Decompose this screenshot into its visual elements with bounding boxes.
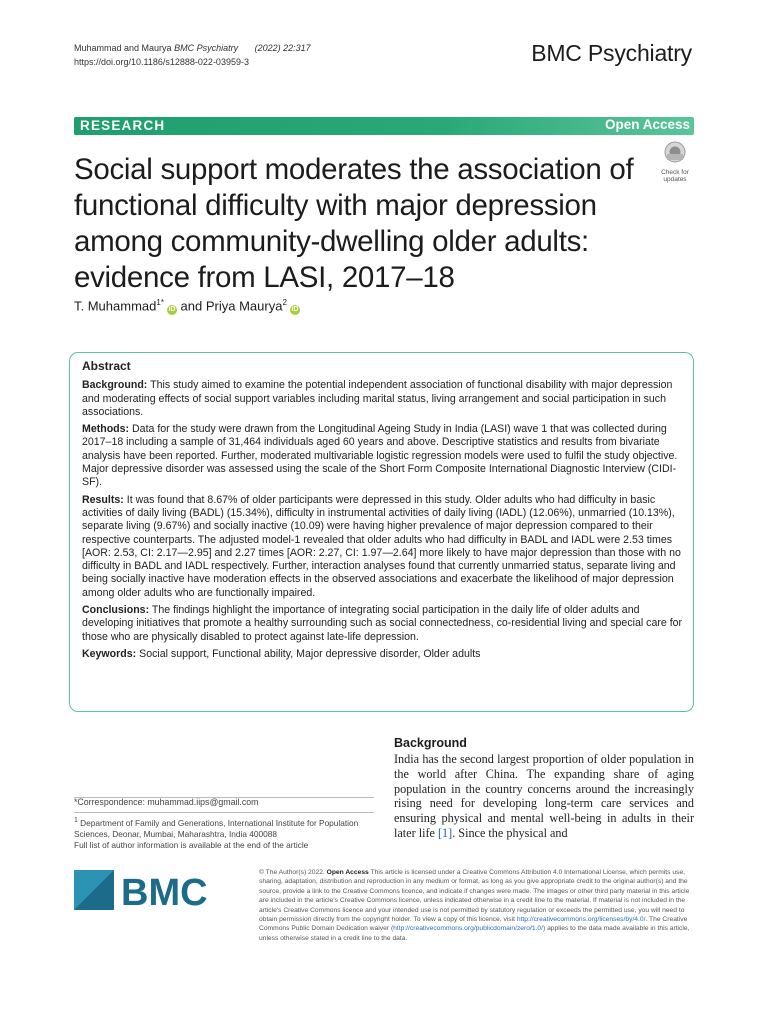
abstract-section-text: Social support, Functional ability, Major depressive disorder, Older adults bbox=[139, 647, 481, 660]
background-text: . Since the physical and bbox=[452, 825, 568, 840]
abstract-background bbox=[82, 379, 686, 419]
footnote-rule bbox=[74, 812, 374, 813]
check-for-updates-badge[interactable] bbox=[655, 141, 695, 181]
background-paragraph bbox=[394, 752, 694, 841]
author-affiliation-marker: 2 bbox=[282, 298, 287, 307]
citation-year-volume: (2022) 22:317 bbox=[254, 43, 311, 53]
copyright: © The Author(s) 2022. bbox=[259, 869, 327, 876]
article-title: Social support moderates the association of functional difficulty with major depression among community-dwelling older adults: evidence from LASI, 2017–18 bbox=[74, 153, 634, 294]
abstract-keywords bbox=[82, 648, 686, 661]
article-type-label: RESEARCH bbox=[80, 118, 166, 133]
license-body: This article is licensed under a Creative Commons Attribution 4.0 International License, which permits use, sharing, adaptation, distribution and reproduction in any medium or format, as long as you give appropriate credit to the original author(s) and the source, provide a link to the Creative Commons licence, and indicate if changes were made. The images or other third party material in this article are included in the article's Creative Commons licence, unless indicated otherwise in a credit line to the material. If material is not included in the article's Creative Commons licence and your intended use is not permitted by statutory regulation or exceeds the permitted use, you will need to obtain permission directly from the copyright holder. To view a copy of this licence, visit bbox=[259, 869, 690, 924]
affiliation-more: Full list of author information is available at the end of the article bbox=[74, 839, 309, 850]
citation-block bbox=[74, 41, 311, 69]
abstract-section-text: Data for the study were drawn from the Longitudinal Ageing Study in India (LASI) wave 1 that was collected during 2017–18 including a sample of 31,464 individuals aged 60 years and above. Descriptive statistics and results from bivariate analysis have been reported. Further, moderated multivariable logistic regression models were used to fulfil the study objective. Major depressive disorder was assessed using the scale of the Short Form Composite International Diagnostic Interview (CIDI-SF). bbox=[82, 423, 678, 489]
affiliation-note bbox=[74, 815, 376, 851]
open-access-label: Open Access bbox=[604, 117, 690, 132]
bmc-logo-text: BMC bbox=[121, 872, 208, 914]
license-text bbox=[259, 868, 699, 943]
license-body: ) applies to the data made available in this article, unless otherwise stated in a credit line to the data. bbox=[259, 925, 690, 942]
reference-link[interactable]: [1] bbox=[437, 825, 453, 840]
abstract-section-text: The findings highlight the importance of integrating social participation in the daily life of older adults and developing initiatives that promote a healthy surrounding such as social connectedness, co-residential living and special care for those who are physically disabled to protect against late-life depression. bbox=[82, 604, 683, 643]
research-banner bbox=[74, 117, 694, 135]
abstract-conclusions bbox=[82, 604, 686, 644]
abstract-section-label: Background: bbox=[82, 379, 148, 392]
affiliation-text: Department of Family and Generations, International Institute for Population Sciences, Deonar, Mumbai, Maharashtra, India 400088 bbox=[74, 817, 359, 839]
citation-authors: Muhammad and Maurya bbox=[74, 43, 172, 53]
abstract-methods bbox=[82, 423, 686, 489]
check-for-updates-icon bbox=[663, 141, 687, 163]
author-name[interactable]: T. Muhammad bbox=[74, 298, 157, 314]
author-affiliation-marker: 1* bbox=[156, 298, 164, 307]
abstract-heading: Abstract bbox=[82, 359, 131, 373]
author-connector: and bbox=[176, 298, 206, 314]
abstract-section-label: Methods: bbox=[82, 423, 130, 436]
section-heading-background: Background bbox=[394, 736, 467, 750]
affiliation-line bbox=[74, 815, 376, 840]
journal-name: BMC Psychiatry bbox=[531, 40, 692, 66]
badge-line-1: Check for bbox=[661, 169, 689, 176]
author-list bbox=[74, 298, 300, 315]
license-link-cc-by[interactable]: http://creativecommons.org/licenses/by/4.0/ bbox=[516, 916, 646, 924]
correspondence: *Correspondence: muhammad.iips@gmail.com bbox=[74, 797, 259, 807]
abstract-section-label: Conclusions: bbox=[82, 604, 150, 617]
orcid-icon[interactable]: iD bbox=[168, 306, 176, 314]
citation-journal: BMC Psychiatry bbox=[174, 43, 239, 53]
license-body: . The Creative Commons Public Domain Dedication waiver ( bbox=[259, 916, 688, 933]
affiliation-marker: 1 bbox=[74, 817, 78, 824]
abstract-section-text: It was found that 8.67% of older participants were depressed in this study. Older adults who had difficulty in basic activities of daily living (BADL) (15.34%), difficulty in instrumental activities of daily living (IADL) (12.06%), unmarried (10.13%), separate living (9.67%) and socially inactive (10.09) were having higher prevalence of major depression compared to their respective counterparts. The adjusted model-1 revealed that older adults who had difficulty in BADL and IADL were 2.53 times [AOR: 2.53, CI: 2.17—2.95] and 2.27 times [AOR: 2.27, CI: 1.97—2.64] more likely to have major depression than those with no difficulty in BADL and IADL respectively. Further, interaction analyses found that currently unmarried status, separate living and being socially inactive have moderation effects in the observed associations and exacerbate the likelihood of major depression among older adults who are functionally impaired. bbox=[82, 493, 681, 599]
bmc-logo bbox=[74, 868, 214, 918]
badge-line-2: updates bbox=[663, 176, 687, 183]
orcid-icon[interactable]: iD bbox=[291, 306, 299, 314]
license-link-cc0[interactable]: http://creativecommons.org/publicdomain/zero/1.0/ bbox=[393, 925, 543, 933]
abstract-section-label: Results: bbox=[82, 493, 124, 506]
author-name[interactable]: Priya Maurya bbox=[205, 298, 283, 314]
check-for-updates-text bbox=[655, 169, 695, 183]
citation-line bbox=[74, 41, 311, 55]
abstract-results bbox=[82, 494, 686, 600]
abstract-section-label: Keywords: bbox=[82, 647, 137, 660]
doi-link[interactable]: https://doi.org/10.1186/s12888-022-03959-3 bbox=[74, 57, 249, 67]
abstract-content bbox=[82, 360, 686, 665]
abstract-section-text: This study aimed to examine the potential independent association of functional disability with major depression and moderating effects of social support variables including marital status, living arrangement and social participation in such associations. bbox=[82, 379, 673, 418]
background-text: India has the second largest proportion of older population in the world after China. The expanding share of aging population in the country concerns around the increasingly rising need for developing long-term care services and ensuring physical and mental well-being in adults in their later life bbox=[394, 752, 694, 840]
license-open-access: Open Access bbox=[326, 869, 369, 876]
